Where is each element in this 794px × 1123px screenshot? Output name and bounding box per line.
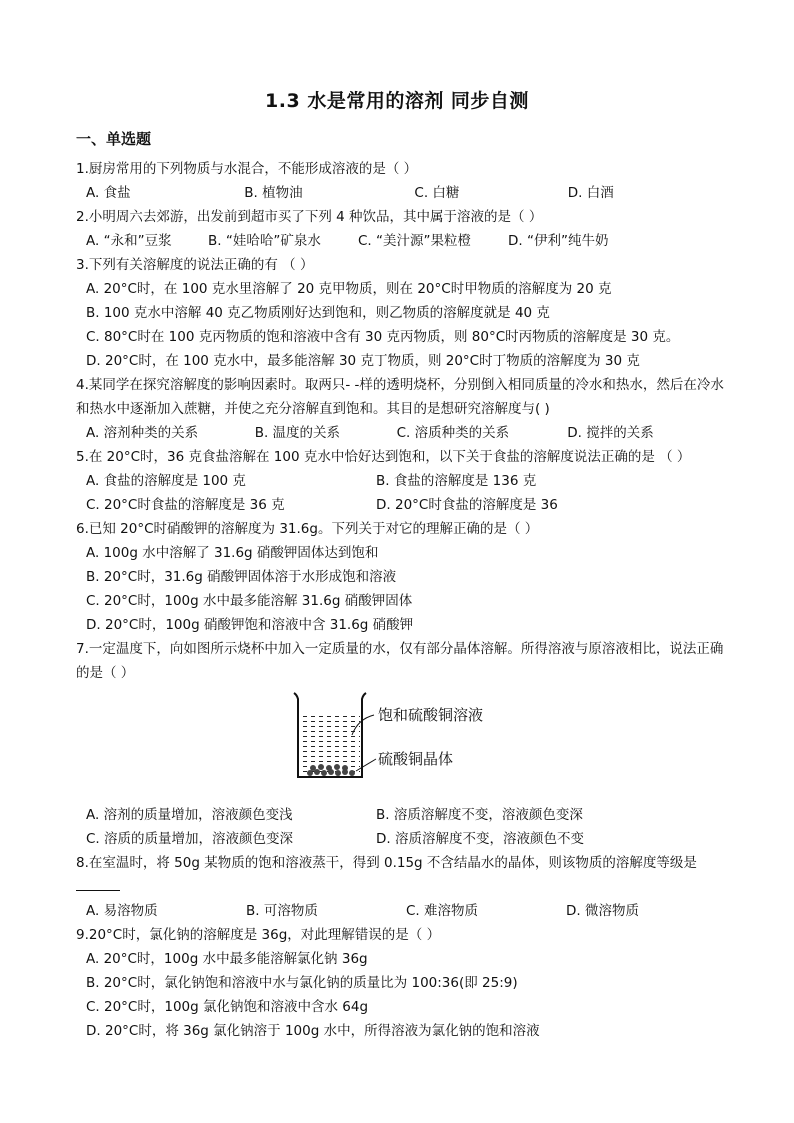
question-5-options-row2 [86, 493, 726, 517]
label-solution: 饱和硫酸铜溶液 [378, 706, 484, 724]
question-1: 1.厨房常用的下列物质与水混合，不能形成溶液的是（ ） [76, 161, 418, 177]
question-9: 9.20°C时，氯化钠的溶解度是 36g，对此理解错误的是（ ） [76, 927, 441, 943]
option-d: D. 20°C时，100g 硝酸钾饱和溶液中含 31.6g 硝酸钾 [86, 617, 414, 633]
option-b: B. 植物油 [244, 185, 303, 201]
option-b: B. 溶质溶解度不变，溶液颜色变深 [376, 807, 583, 823]
option-a: A. 100g 水中溶解了 31.6g 硝酸钾固体达到饱和 [86, 545, 379, 561]
option-a: A. 溶剂种类的关系 [86, 425, 199, 441]
question-8-options [86, 899, 726, 923]
question-1-options [86, 181, 726, 205]
option-b: B. 可溶物质 [246, 903, 318, 919]
beaker-figure [76, 685, 726, 803]
option-d: D. 20°C时食盐的溶解度是 36 [376, 497, 558, 513]
option-c: C. 20°C时食盐的溶解度是 36 克 [86, 497, 285, 513]
option-a: A. 食盐 [86, 185, 131, 201]
section-heading: 一、单选题 [76, 130, 152, 148]
question-7-options-row1 [86, 803, 726, 827]
option-a: A. 易溶物质 [86, 903, 158, 919]
question-6: 6.已知 20°C时硝酸钾的溶解度为 31.6g。下列关于对它的理解正确的是（ ） [76, 521, 539, 537]
option-c: C. “美汁源”果粒橙 [358, 233, 471, 249]
question-4: 4.某同学在探究溶解度的影响因素时。取两只- -样的透明烧杯，分别倒入相同质量的冷水和热水，然后在冷水和热水中逐渐加入蔗糖，并使之充分溶解直到饱和。其目的是想研究溶解度与( ) [76, 377, 724, 417]
question-5: 5.在 20°C时，36 克食盐溶解在 100 克水中恰好达到饱和，以下关于食盐的溶解度说法正确的是 （ ） [76, 449, 691, 465]
option-a: A. 溶剂的质量增加，溶液颜色变浅 [86, 807, 293, 823]
option-c: C. 80°C时在 100 克丙物质的饱和溶液中含有 30 克丙物质，则 80°C时丙物质的溶解度是 30 克。 [86, 329, 680, 345]
option-d: D. 微溶物质 [566, 903, 639, 919]
question-2-options [86, 229, 726, 253]
question-5-options-row1 [86, 469, 726, 493]
label-crystal: 硫酸铜晶体 [378, 750, 454, 768]
question-2: 2.小明周六去郊游，出发前到超市买了下列 4 种饮品，其中属于溶液的是（ ） [76, 209, 543, 225]
option-a: A. “永和”豆浆 [86, 233, 172, 249]
question-3: 3.下列有关溶解度的说法正确的有 （ ） [76, 257, 314, 273]
question-list [76, 157, 726, 1043]
option-c: C. 白糖 [414, 185, 460, 201]
question-7-options-row2 [86, 827, 726, 851]
option-d: D. 20°C时，将 36g 氯化钠溶于 100g 水中，所得溶液为氯化钠的饱和溶液 [86, 1023, 540, 1039]
option-b: B. 20°C时，氯化钠饱和溶液中水与氯化钠的质量比为 100:36(即 25:9) [86, 975, 518, 991]
document-title: 1.3 水是常用的溶剂 同步自测 [265, 90, 529, 112]
option-a: A. 食盐的溶解度是 100 克 [86, 473, 246, 489]
answer-blank [76, 875, 726, 899]
option-b: B. 温度的关系 [254, 425, 341, 441]
option-c: C. 20°C时，100g 水中最多能溶解 31.6g 硝酸钾固体 [86, 593, 413, 609]
option-d: D. “伊利”纯牛奶 [508, 233, 609, 249]
option-d: D. 溶质溶解度不变，溶液颜色不变 [376, 831, 584, 847]
option-c: C. 溶质种类的关系 [396, 425, 510, 441]
option-d: D. 白酒 [567, 185, 614, 201]
question-8: 8.在室温时，将 50g 某物质的饱和溶液蒸干，得到 0.15g 不含结晶水的晶体，则该物质的溶解度等级是 [76, 855, 697, 871]
option-b: B. “娃哈哈”矿泉水 [208, 233, 321, 249]
beaker-diagram [286, 689, 586, 799]
question-7: 7.一定温度下，向如图所示烧杯中加入一定质量的水，仅有部分晶体溶解。所得溶液与原溶液相比，说法正确的是（ ） [76, 641, 724, 681]
option-d: D. 20°C时，在 100 克水中，最多能溶解 30 克丁物质，则 20°C时丁物质的溶解度为 30 克 [86, 353, 640, 369]
option-d: D. 搅拌的关系 [567, 425, 654, 441]
option-a: A. 20°C时，在 100 克水里溶解了 20 克甲物质，则在 20°C时甲物质的溶解度为 20 克 [86, 281, 612, 297]
option-c: C. 20°C时，100g 氯化钠饱和溶液中含水 64g [86, 999, 369, 1015]
question-4-options [86, 421, 726, 445]
option-b: B. 100 克水中溶解 40 克乙物质刚好达到饱和，则乙物质的溶解度就是 40 克 [86, 305, 550, 321]
option-c: C. 难溶物质 [406, 903, 479, 919]
option-a: A. 20°C时，100g 水中最多能溶解氯化钠 36g [86, 951, 368, 967]
option-b: B. 20°C时，31.6g 硝酸钾固体溶于水形成饱和溶液 [86, 569, 397, 585]
option-c: C. 溶质的质量增加，溶液颜色变深 [86, 831, 294, 847]
option-b: B. 食盐的溶解度是 136 克 [376, 473, 537, 489]
